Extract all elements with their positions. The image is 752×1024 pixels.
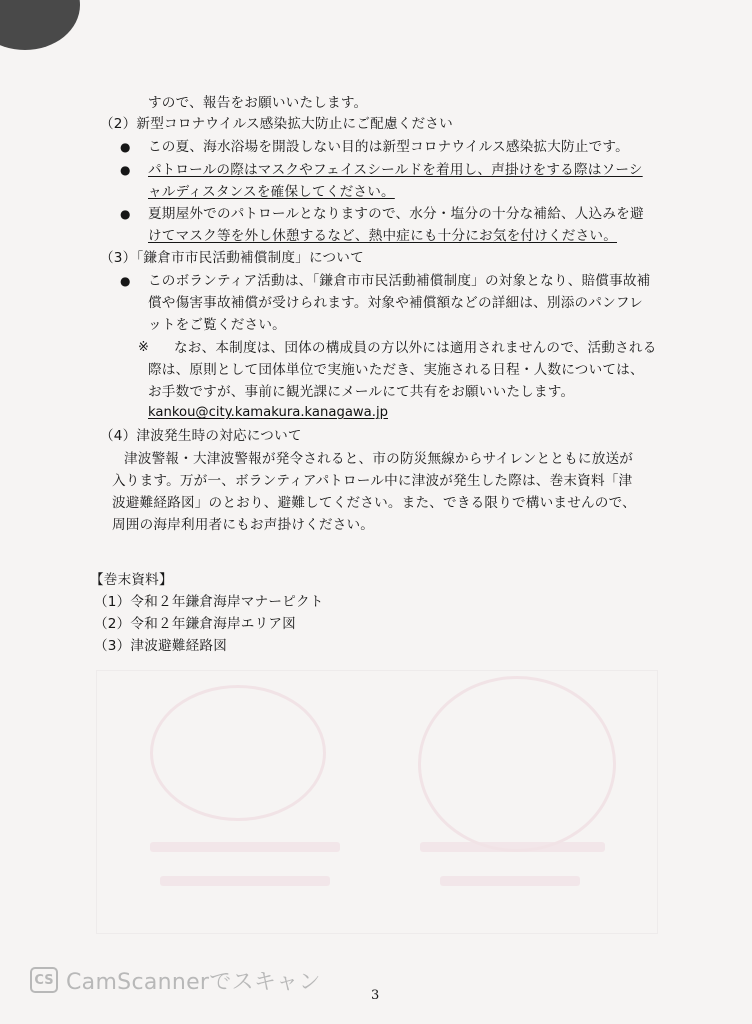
appendix-item: （2）令和２年鎌倉海岸エリア図 — [94, 616, 296, 632]
bullet-icon: ● — [120, 140, 131, 154]
watermark-text: CamScannerでスキャン — [66, 969, 321, 995]
section-heading-4: （4）津波発生時の対応について — [100, 428, 302, 444]
body-text: この夏、海水浴場を開設しない目的は新型コロナウイルス感染拡大防止です。 — [148, 139, 629, 155]
section-heading-2: （2）新型コロナウイルス感染拡大防止にご配慮ください — [100, 116, 453, 132]
body-text: このボランティア活動は、「鎌倉市市民活動補償制度」の対象となり、賠償事故補 — [148, 273, 651, 289]
note-text: お手数ですが、事前に観光課にメールにて共有をお願いいたします。 — [148, 384, 575, 400]
appendix-item: （1）令和２年鎌倉海岸マナーピクト — [94, 594, 324, 610]
body-text-underlined: パトロールの際はマスクやフェイスシールドを着用し、声掛けをする際はソーシ — [148, 162, 643, 178]
body-text: 津波警報・大津波警報が発令されると、市の防災無線からサイレンとともに放送が — [124, 451, 634, 467]
bullet-icon: ● — [120, 163, 131, 177]
note-text: なお、本制度は、団体の構成員の方以外には適用されませんので、活動される — [174, 340, 657, 356]
body-text: ットをご覧ください。 — [148, 317, 286, 333]
body-text-underlined: ャルディスタンスを確保してください。 — [148, 184, 395, 200]
body-text: 波避難経路図」のとおり、避難してください。また、できる限りで構いませんので、 — [112, 495, 636, 511]
note-icon: ※ — [138, 340, 149, 355]
body-text-underlined: けてマスク等を外し休憩するなど、熱中症にも十分にお気を付けください。 — [148, 228, 617, 244]
bleed-through-caption — [150, 842, 340, 852]
body-text: 償や傷害事故補償が受けられます。対象や補償額などの詳細は、別添のパンフレ — [148, 295, 643, 311]
appendix-heading: 【巻末資料】 — [90, 572, 173, 588]
page-number: 3 — [371, 988, 380, 1003]
camscanner-watermark — [30, 965, 321, 995]
body-text: 夏期屋外でのパトロールとなりますので、水分・塩分の十分な補給、人込みを避 — [148, 206, 644, 222]
scan-corner-shadow — [0, 0, 80, 50]
bleed-through-caption — [420, 842, 605, 852]
camscanner-logo-icon: CS — [30, 967, 58, 993]
appendix-item: （3）津波避難経路図 — [94, 638, 227, 654]
bullet-icon: ● — [120, 274, 131, 288]
bleed-through-caption — [160, 876, 330, 886]
body-text: 周囲の海岸利用者にもお声掛けください。 — [112, 517, 375, 533]
bullet-icon: ● — [120, 207, 131, 221]
body-text: 入ります。万が一、ボランティアパトロール中に津波が発生した際は、巻末資料「津 — [112, 473, 633, 489]
continued-text: すので、報告をお願いいたします。 — [148, 95, 368, 111]
email-link[interactable]: kankou@city.kamakura.kanagawa.jp — [148, 405, 388, 420]
section-heading-3: （3）「鎌倉市市民活動補償制度」について — [100, 250, 364, 266]
bleed-through-stamp-right — [418, 676, 616, 852]
bleed-through-stamp-left — [150, 685, 326, 821]
bleed-through-caption — [440, 876, 580, 886]
note-text: 際は、原則として団体単位で実施いただき、実施される日程・人数については、 — [148, 362, 644, 378]
